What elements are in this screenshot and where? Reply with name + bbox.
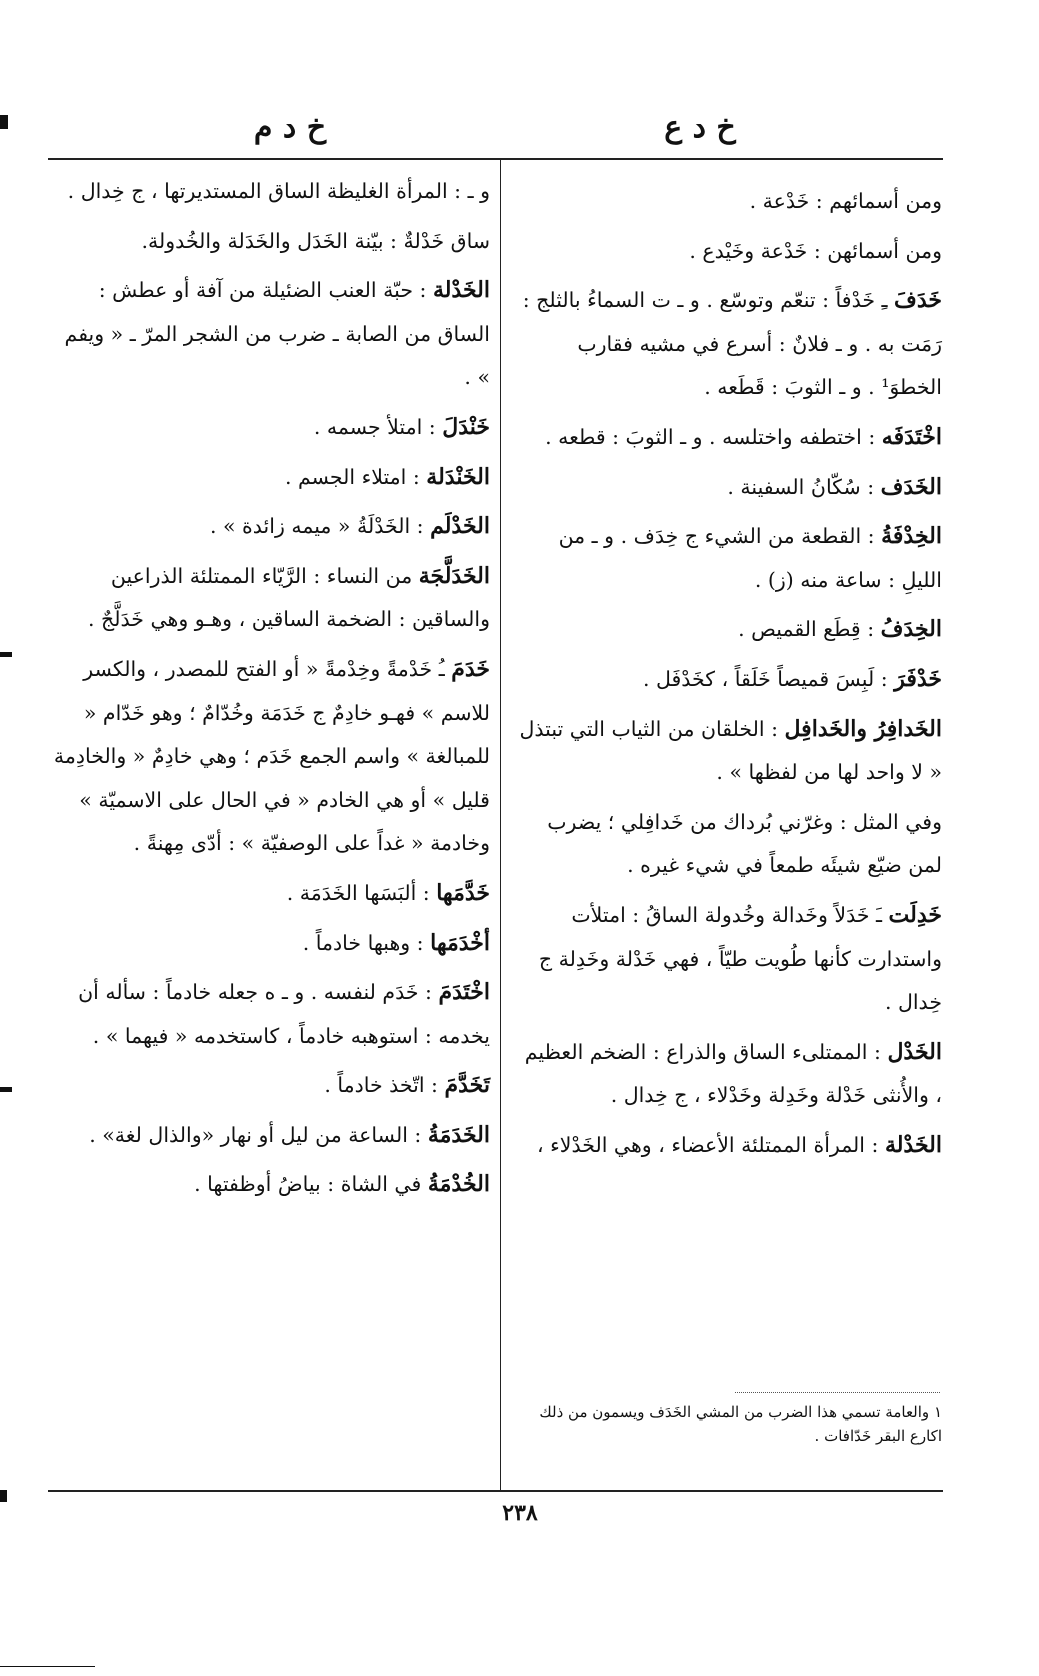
entry-headword: الخِدْفَةُ	[881, 523, 942, 550]
column-divider	[500, 160, 501, 1490]
entry-headword: الخَدافِرُ والخَدافِل	[784, 715, 942, 742]
entry-headword: خَدَفَ	[894, 287, 942, 314]
entry-definition: : قِطَع القميص .	[738, 617, 881, 642]
entry-headword: خَدَّمَها	[436, 879, 490, 906]
entry-headword: الخَدْلة	[432, 277, 490, 304]
entry-headword: الخَدْلة	[884, 1131, 942, 1158]
dictionary-entry	[512, 416, 942, 460]
entry-headword: الخَدْلَم	[430, 513, 490, 540]
entry-headword: الخُدْمَةُ	[427, 1171, 490, 1198]
footnote: ١ والعامة تسمي هذا الضرب من المشي الخَدَف ويسمون من ذلك اكارع البقر خَدّافات .	[539, 1403, 942, 1445]
entry-headword: تَخَدَّمَ	[444, 1072, 490, 1099]
entry-definition: : القطعة من الشيء ج خِدَف . و ـ من الليلِ : ساعة منه (ز) .	[558, 524, 942, 592]
dictionary-entry	[50, 971, 490, 1058]
entry-definition: ـَ خَدَلاً وخَدالة وخُدولة الساقُ : امتلأت واستدارت كأنها طُويت طيّاً ، فهي خَدْلة وخَدِلة ج خِدال .	[538, 902, 942, 1015]
entry-definition: ومن أسمائهن : خَدْعة وخَيْدع .	[689, 238, 942, 263]
entry-definition: : الساعة من ليل أو نهار «والذال لغة» .	[89, 1122, 428, 1147]
entry-headword: اخْتَدَفَه	[881, 423, 942, 450]
entry-headword: الخَدَلَّجَة	[418, 562, 490, 589]
entry-headword: الخَدْل	[887, 1038, 942, 1065]
entry-headword: الخَدَمَةُ	[427, 1121, 490, 1148]
entry-definition: و ـ : المرأة الغليظة الساق المستديرتها ، ج خِدال .	[67, 179, 490, 203]
page-number: ٢٣٨	[502, 1500, 538, 1526]
dictionary-entry	[512, 180, 942, 224]
dictionary-entry	[512, 1031, 942, 1118]
entry-definition: : المرأة الممتلئة الأعضاء ، وهي الخَدْلاء ،	[536, 1132, 885, 1157]
entry-definition: : الخلقان من الثياب التي تبتذل « لا واحد لها من لفظها » .	[519, 716, 942, 785]
scan-margin-mark	[0, 115, 8, 129]
dictionary-entry	[50, 1114, 490, 1158]
entry-definition: : الخَدْلَةُ « ميمه زائدة » .	[209, 514, 431, 539]
scan-margin-mark	[0, 1490, 7, 1502]
entry-definition: ـِ خَدْفاً : تنعّم وتوسّع . و ـ ت السماءُ بالثلج : رَمَت به . و ـ فلانٌ : أسرع في مشيه فقارب الخطوَ¹ . و ـ الثوبَ : قَطَعه .	[522, 288, 942, 400]
entry-definition: : سُكّانُ السفينة .	[727, 474, 881, 499]
entry-definition: ومن أسمائهم : خَدْعة .	[749, 189, 942, 213]
entry-definition: : وهبها خادماً .	[302, 930, 431, 955]
dictionary-entry	[50, 555, 490, 642]
dictionary-entry	[512, 658, 942, 702]
entry-definition: ـُ خَدْمةً وخِدْمةً « أو الفتح للمصدر ، والكسر للاسم » فهـو خادِمٌ ج خَدَمَة وخُدّامٌ ؛ وهو خَدّام « للمبالغة » واسم الجمع خَدَم ؛ وهي خادِمٌ « والخادِمة قليل » أو هي الخادم « في الحال على الاسميّة » وخادمة « غداً على الوصفيّة » : أدّى مِهنةً .	[53, 656, 490, 856]
dictionary-entry	[50, 922, 490, 966]
entry-definition: : لَبِسَ قميصاً خَلَقاً ، كخَدْفَل .	[642, 666, 895, 691]
dictionary-entry	[50, 456, 490, 500]
scan-margin-mark	[0, 1666, 95, 1667]
dictionary-entry	[50, 406, 490, 450]
page-header-left: خ د م	[253, 110, 327, 145]
entry-definition: : الممتلىء الساق والذراع : الضخم العظيم ، والأُنثى خَدْلة وخَدِلة وخَدْلاء ، ج خِدال .	[524, 1039, 942, 1108]
dictionary-entry	[512, 466, 942, 510]
entry-definition: : امتلأ جسمه .	[313, 414, 443, 439]
entry-headword: خَدَمَ	[451, 655, 490, 682]
entry-headword: الخَدَف	[880, 473, 942, 500]
dictionary-entry	[50, 170, 490, 214]
dictionary-entry	[50, 1163, 490, 1207]
dictionary-entry	[512, 608, 942, 652]
entry-definition: : اختطفه واختلسه . و ـ الثوبَ : قطعه .	[545, 424, 882, 449]
page-header-right: خ د ع	[664, 110, 736, 145]
scan-margin-mark	[0, 1087, 12, 1092]
dictionary-entry	[512, 1124, 942, 1168]
dictionary-entry	[50, 1064, 490, 1108]
dictionary-entry	[512, 708, 942, 795]
left-column	[50, 170, 490, 1420]
dictionary-entry	[512, 279, 942, 410]
footer-rule	[48, 1490, 943, 1492]
dictionary-entry	[512, 894, 942, 1025]
entry-headword: اخْتَدَمَ	[438, 979, 490, 1006]
entry-headword: خَنْدَلَ	[442, 413, 490, 440]
entry-definition: : امتلاء الجسم .	[284, 464, 427, 489]
dictionary-entry	[50, 872, 490, 916]
scan-margin-mark	[0, 652, 12, 657]
entry-headword: الخَنْدَلة	[426, 463, 490, 490]
right-column	[512, 180, 942, 1400]
entry-definition: وفي المثل : وغرّني بُرداك من خَدافِلي ؛ يضرب لمن ضيّع شيئَه طمعاً في شيء غيره .	[547, 809, 942, 878]
dictionary-entry	[512, 230, 942, 274]
entry-definition: من النساء : الرَّيّاء الممتلئة الذراعين والساقين : الضخمة الساقين ، وهـو وهي خَدَلَّجٌ .	[87, 563, 490, 632]
entry-definition: : خَدَم لنفسه . و ـ ه جعله خادماً : سأله أن يخدمه : استوهبه خادماً ، كاستخدمه « فيهما » .	[78, 980, 490, 1048]
dictionary-entry	[50, 648, 490, 866]
entry-headword: خَدْفَرَ	[894, 665, 942, 692]
entry-headword: الخِدَفُ	[880, 616, 942, 643]
dictionary-entry	[50, 269, 490, 400]
dictionary-entry	[50, 220, 490, 264]
entry-headword: خَدِلَت	[888, 901, 942, 928]
entry-definition: : اتّخذ خادماً .	[324, 1073, 445, 1098]
entry-definition: : حبّة العنب الضئيلة من آفة أو عطش : الساق من الصابة ـ ضرب من الشجر المرّ ـ « ويفم » .	[64, 278, 490, 390]
header-rule	[48, 158, 943, 160]
dictionary-entry	[50, 505, 490, 549]
dictionary-entry	[512, 801, 942, 888]
entry-definition: ساق خَدْلةٌ : بيّنة الخَدَل والخَدَلة والخُدولة.	[141, 228, 490, 253]
footnote-rule	[735, 1392, 940, 1393]
entry-headword: أخْدَمَها	[430, 929, 490, 956]
entry-definition: : ألبَسَها الخَدَمَة .	[286, 880, 437, 905]
entry-definition: في الشاة : بياضُ أوظفتها .	[194, 1172, 428, 1197]
dictionary-entry	[512, 515, 942, 602]
